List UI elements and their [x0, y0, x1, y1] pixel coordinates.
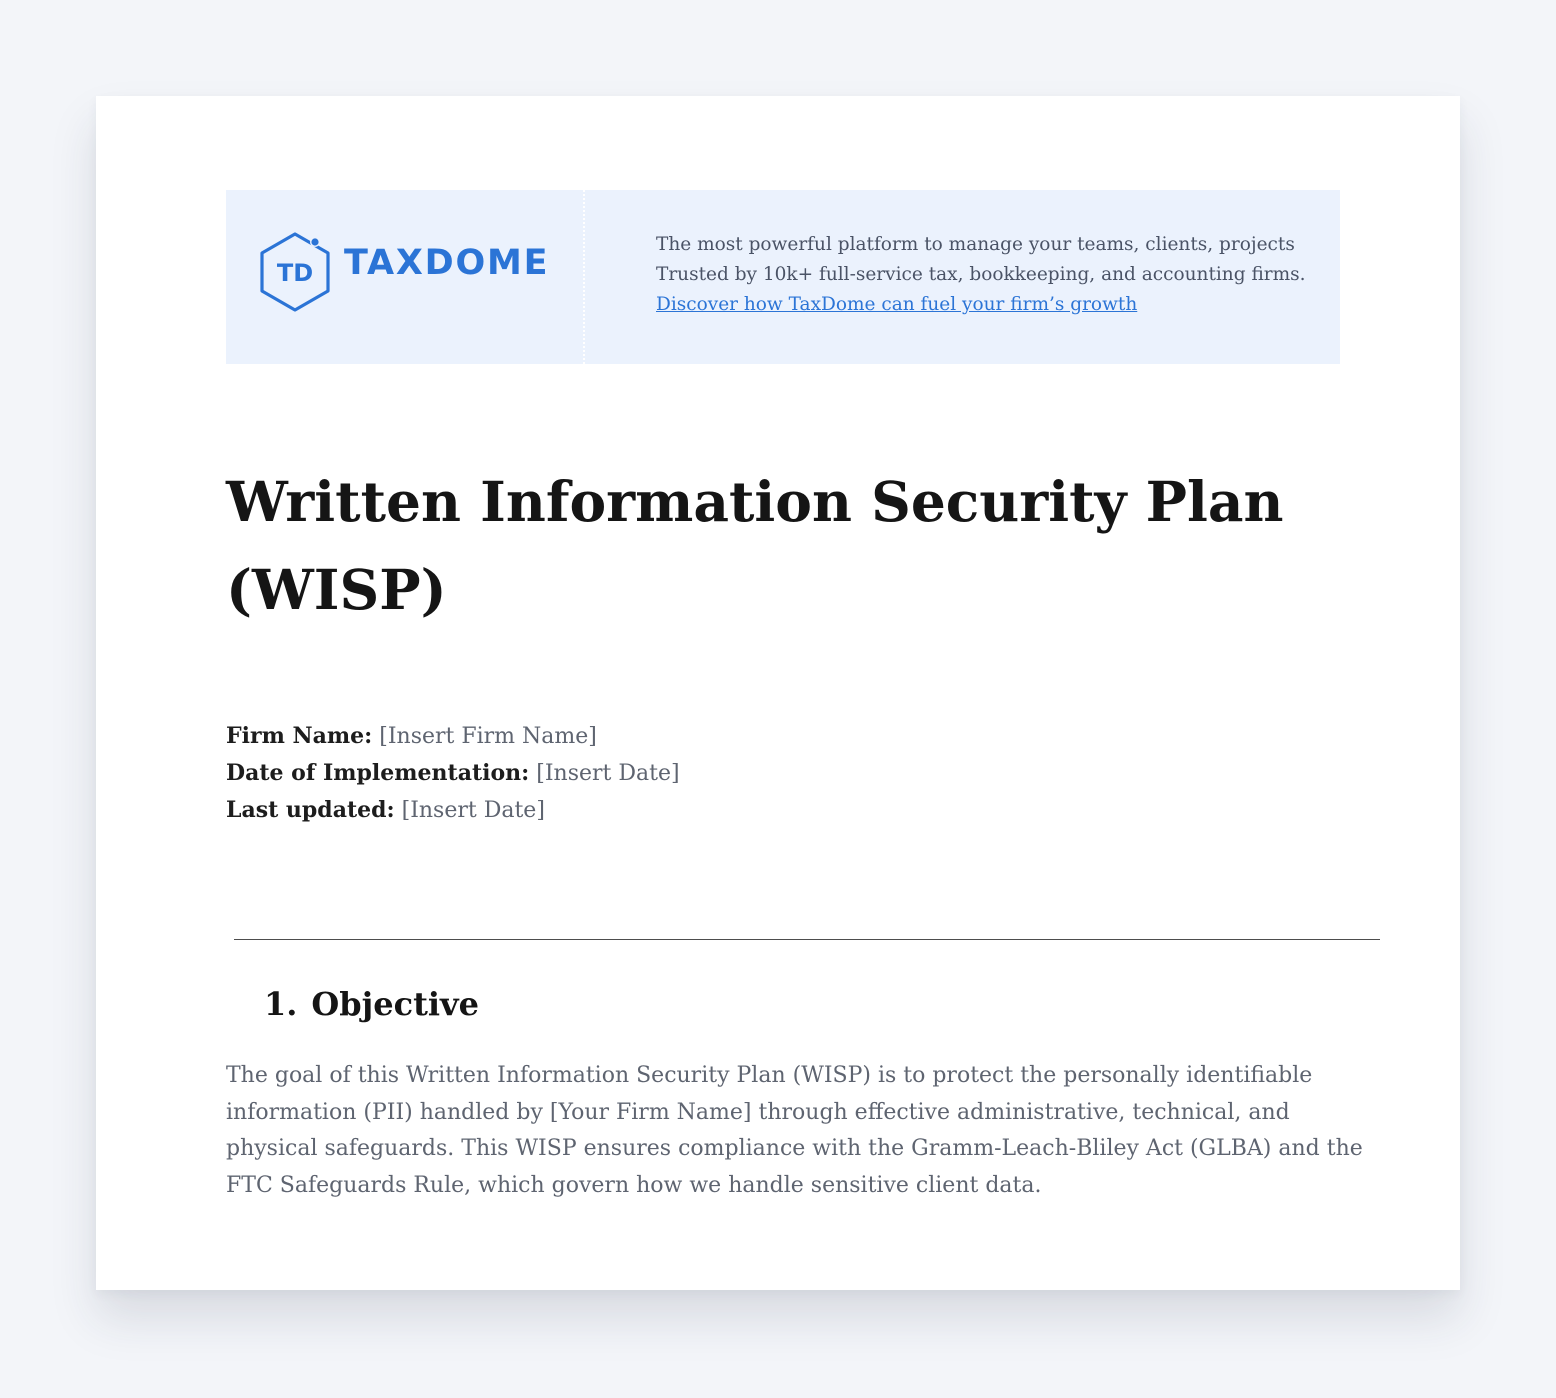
- meta-label: Firm Name:: [226, 723, 373, 749]
- meta-value: [Insert Date]: [536, 761, 680, 786]
- banner-trust-line: Trusted by 10k+ full-service tax, bookkeeping, and accounting firms.: [656, 264, 1306, 285]
- taxdome-logo[interactable]: [258, 228, 578, 318]
- document-title: Written Information Security Plan (WISP): [226, 469, 1284, 622]
- meta-value: [Insert Firm Name]: [379, 724, 597, 749]
- banner-tagline: The most powerful platform to manage your teams, clients, projects: [656, 234, 1295, 255]
- hexagon-logo-icon: [258, 228, 336, 318]
- document-page: [96, 96, 1460, 1290]
- logo-mark-text: TD: [276, 259, 314, 287]
- meta-label: Date of Implementation:: [226, 760, 530, 786]
- meta-row-firm-name: [226, 718, 680, 755]
- meta-label: Last updated:: [226, 797, 395, 823]
- meta-value: [Insert Date]: [401, 798, 545, 823]
- horizontal-divider: [234, 939, 1380, 940]
- meta-row-implementation-date: [226, 755, 680, 792]
- banner-divider: [583, 190, 585, 364]
- section-number: 1.: [264, 985, 298, 1023]
- banner-copy: [656, 230, 1326, 320]
- meta-row-last-updated: [226, 792, 680, 829]
- section-title: Objective: [311, 985, 479, 1023]
- section-heading: [264, 978, 479, 1030]
- section-body: The goal of this Written Information Security Plan (WISP) is to protect the personally identifiable information (PII) handled by [Your Firm Name] through effective administrative, technical, and physical safeguards. This WISP ensures compliance with the Gramm-Leach-Bliley Act (GLBA) and the FTC Safeguards Rule, which govern how we handle sensitive client data.: [226, 1063, 1363, 1198]
- discover-link[interactable]: Discover how TaxDome can fuel your firm’s growth: [656, 294, 1138, 315]
- document-meta: [226, 718, 680, 829]
- logo-wordmark: TAXDOME: [344, 243, 550, 283]
- promo-banner: [226, 190, 1340, 364]
